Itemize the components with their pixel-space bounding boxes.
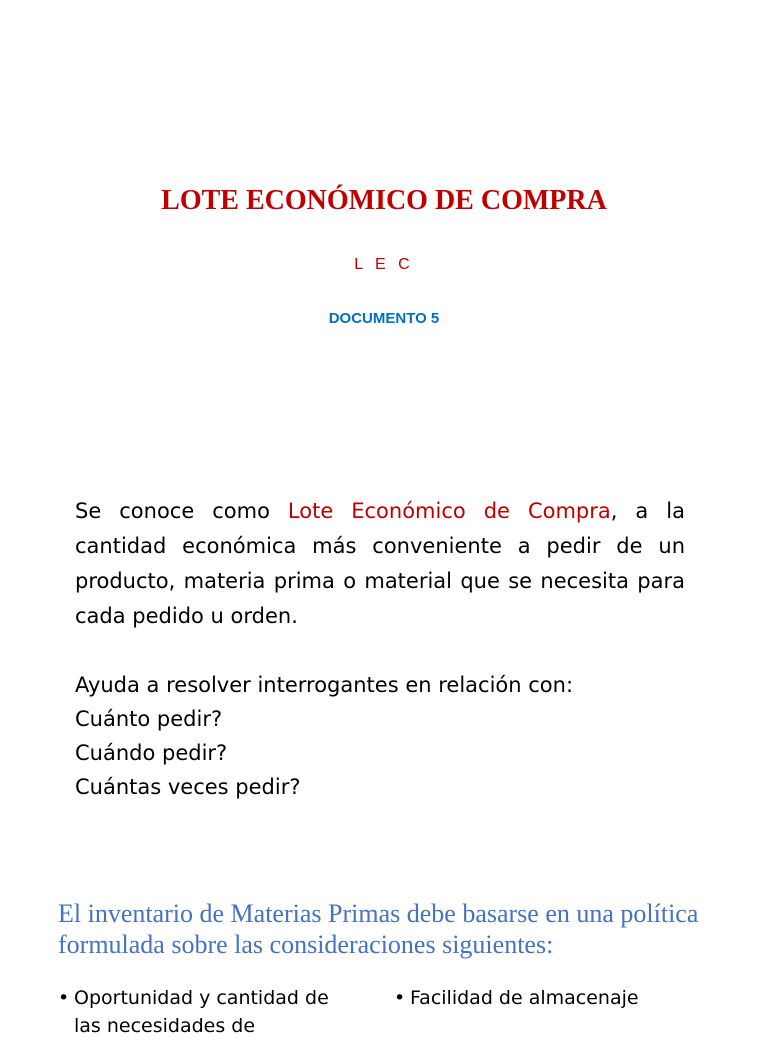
list-item [394,984,724,1012]
page-title: LOTE ECONÓMICO DE COMPRA [161,185,607,216]
question-item: Cuándo pedir? [75,741,228,765]
definition-suffix: , a la cantidad económica más conveniente a pedir de un producto, materia prima o material que se necesita para cada pedido u orden. [75,499,685,628]
definition-highlight: Lote Económico de Compra [287,499,611,523]
questions-intro: Ayuda a resolver interrogantes en relación con: [75,673,574,697]
bullet-icon: • [58,987,70,1009]
bullet-list-right [394,984,724,1012]
question-item: Cuántas veces pedir? [75,775,301,799]
definition-paragraph [75,494,685,634]
bullet-text: Facilidad de almacenaje [410,987,639,1009]
bullet-text: Oportunidad y cantidad de las necesidades de [74,987,329,1037]
question-item: Cuánto pedir? [75,707,223,731]
list-item [58,984,358,1040]
document-label: DOCUMENTO 5 [328,310,440,327]
bullet-icon: • [394,987,406,1009]
policy-paragraph: El inventario de Materias Primas debe basarse en una política formulada sobre las consideraciones siguientes: [58,899,699,959]
page-subtitle: L E C [354,256,414,273]
definition-prefix: Se conoce como [75,499,288,523]
questions-block [75,668,695,804]
bullet-list-left [58,984,358,1040]
